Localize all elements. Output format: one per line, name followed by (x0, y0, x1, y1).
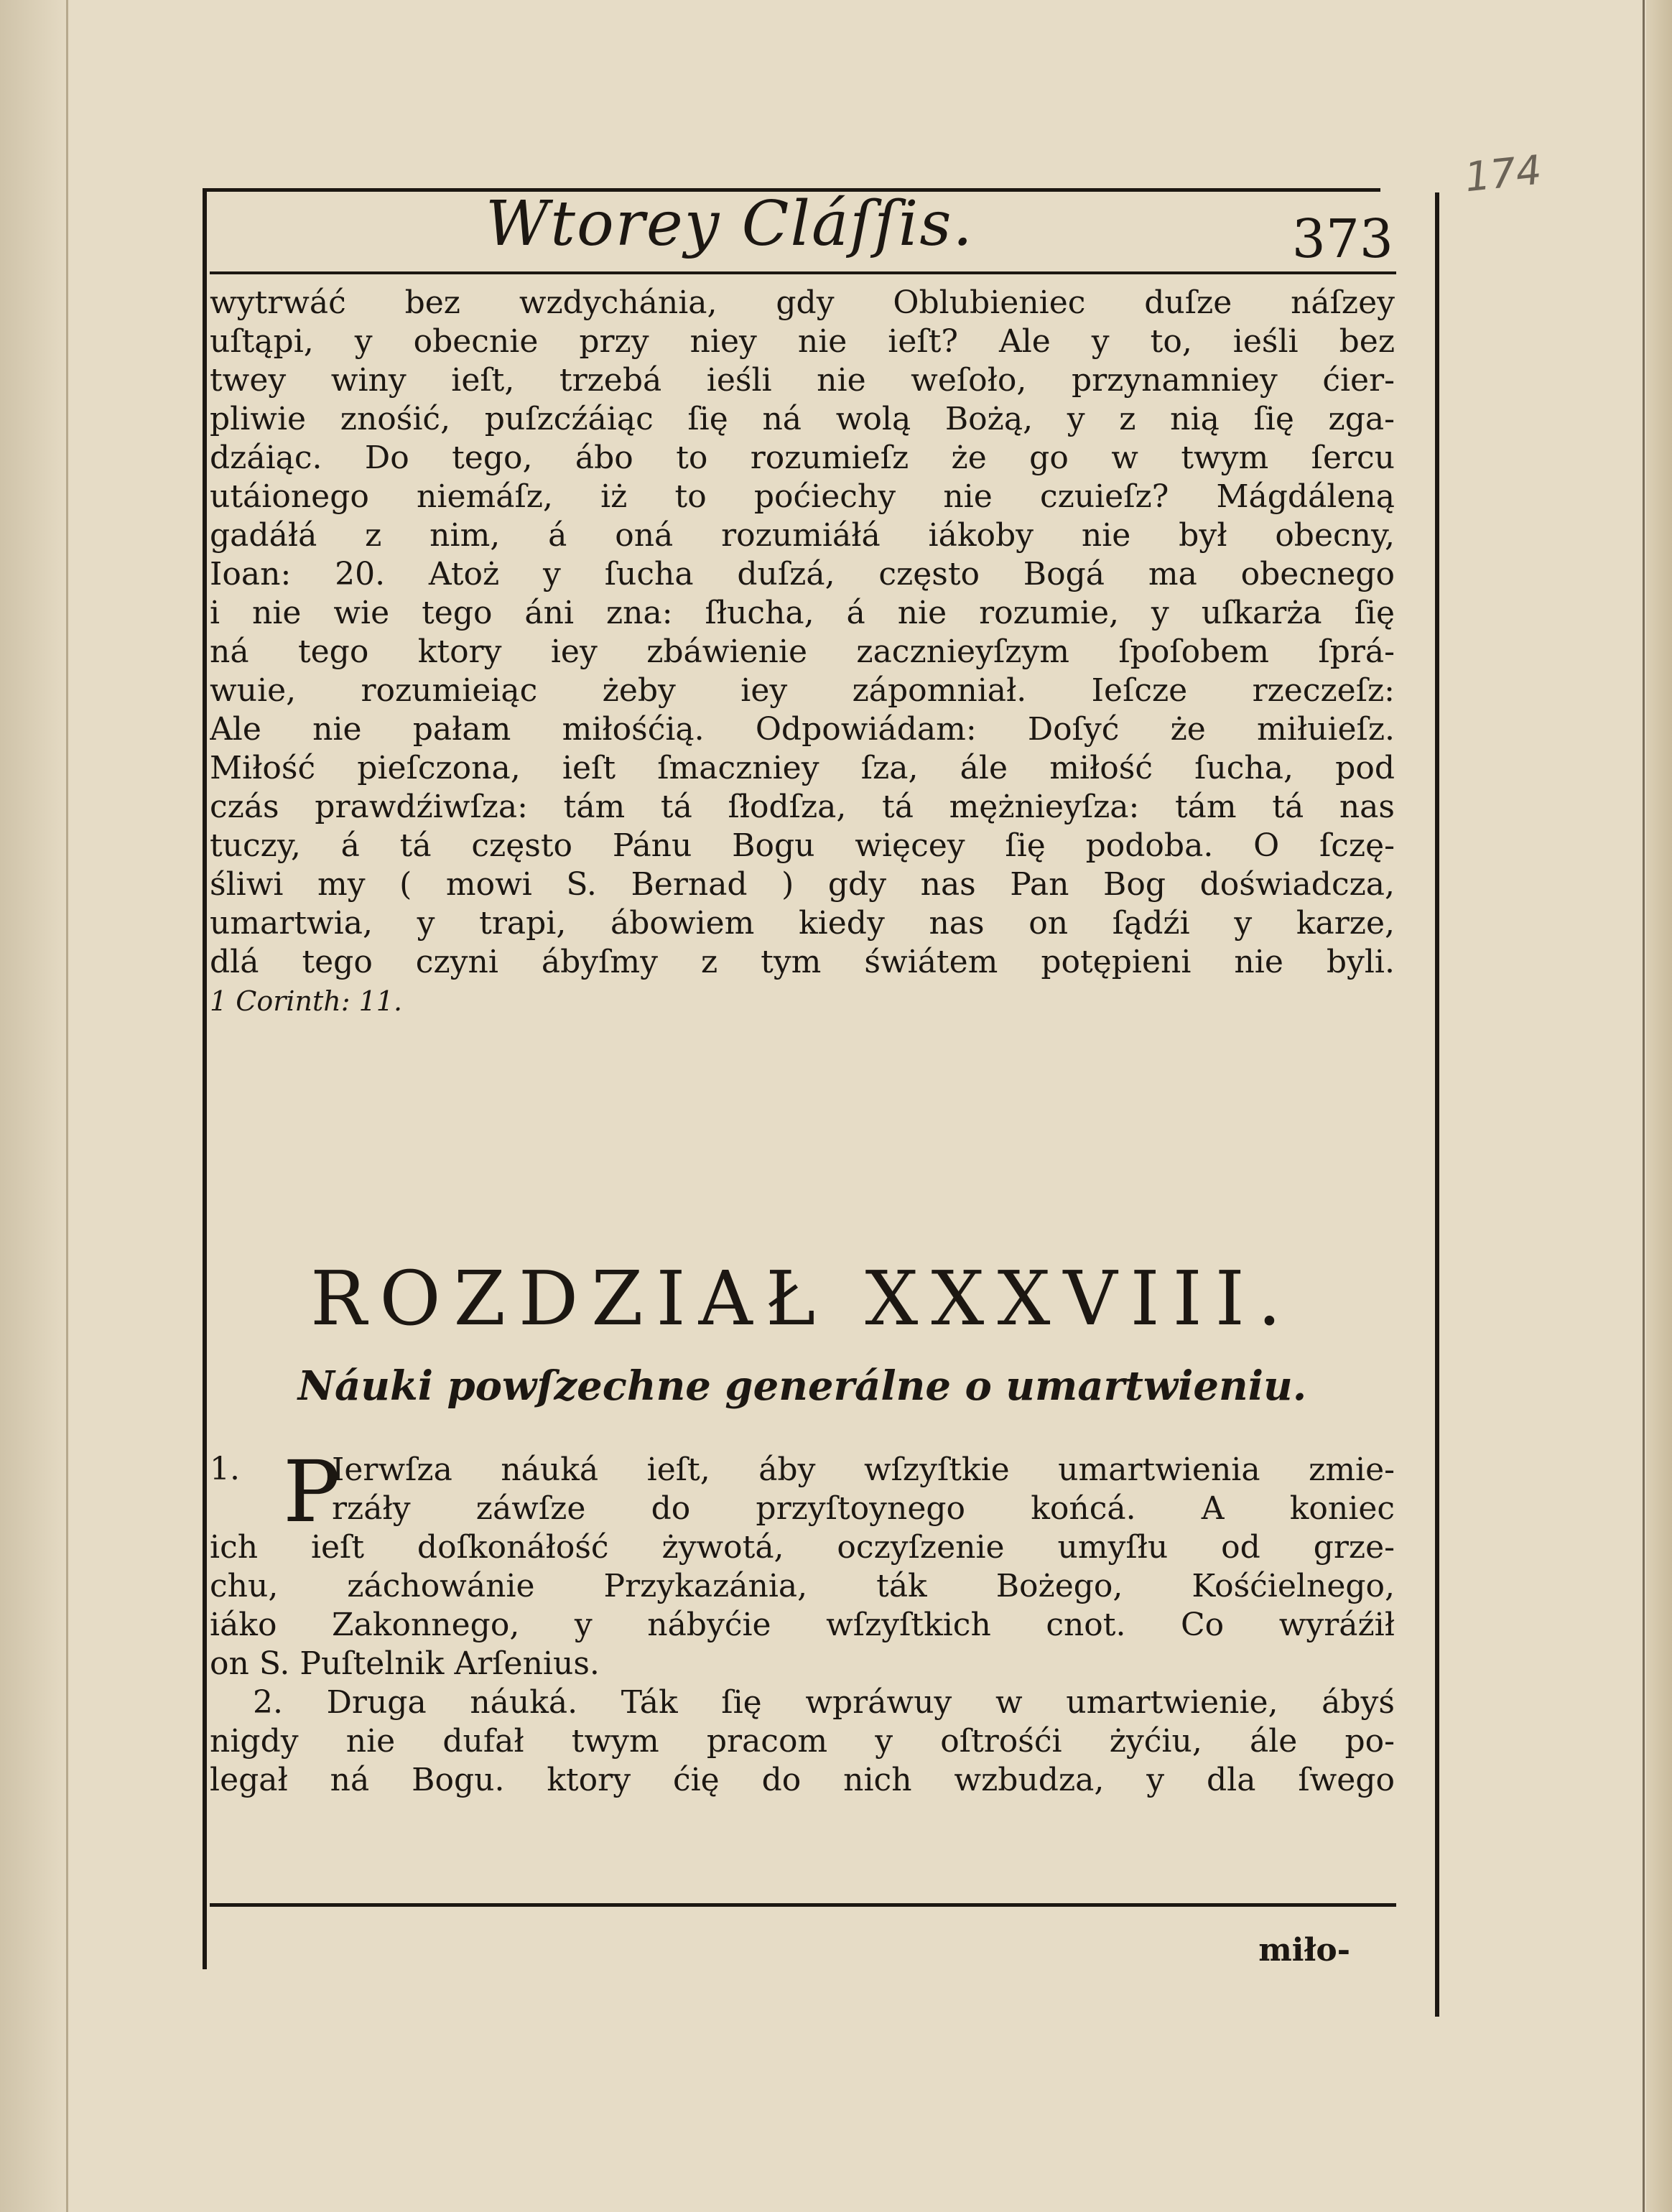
text-line: nigdy nie dufał twym pracom y oſtrośći żyćiu, ále po- (210, 1723, 1395, 1760)
gutter-fold-line (66, 0, 68, 2212)
drop-capital: P (283, 1442, 340, 1541)
text-line: iáko Zakonnego, y nábyćie wſzyſtkich cnot. Co wyráźił (210, 1607, 1395, 1643)
paragraph-1 (210, 1442, 1395, 1683)
page-edge-line (1643, 0, 1645, 2212)
text-line: umartwia, y trapi, ábowiem kiedy nas on ſądźi y karze, (210, 905, 1395, 942)
paragraph-2 (210, 1683, 1395, 1800)
chapter-subtitle: Náuki powſzechne generálne o umartwieniu. (297, 1362, 1307, 1410)
text-line: rzáły záwſze do przyſtoynego końcá. A koniec (332, 1490, 1395, 1527)
body-text-block (210, 284, 1395, 1021)
text-line: ná tego ktory iey zbáwienie zacznieyſzym ſpoſobem ſprá- (210, 633, 1395, 670)
text-line: uſtąpi, y obecnie przy niey nie ieſt? Ale y to, ieśli bez (210, 323, 1395, 360)
text-line: ich ieſt doſkonáłość żywotá, oczyſzenie umyſłu od grze- (210, 1529, 1395, 1566)
text-line: i nie wie tego áni zna: ſłucha, á nie rozumie, y uſkarża ſię (210, 595, 1395, 631)
handwritten-folio-number: 174 (1462, 147, 1544, 202)
paragraph-block (210, 1442, 1395, 1800)
text-line: śliwi my ( mowi S. Bernad ) gdy nas Pan Bog doświadcza, (210, 866, 1395, 903)
text-line: pliwie znośić, puſzcźáiąc ſię ná wolą Bożą, y z nią ſię zga- (210, 401, 1395, 437)
text-line: utáionego niemáſz, iż to poćiechy nie czuieſz? Mágdáleną (210, 478, 1395, 515)
header-rule (210, 271, 1396, 274)
chapter-title: ROZDZIAŁ XXXVIII. (310, 1255, 1294, 1342)
frame-left-rule (203, 188, 207, 1969)
text-line: dzáiąc. Do tego, ábo to rozumieſz że go w twym ſercu (210, 440, 1395, 476)
text-line: on S. Puſtelnik Arſenius. (210, 1645, 600, 1682)
paragraph-number: 1. (210, 1451, 240, 1487)
text-line: gadáłá z nim, á oná rozumiáłá iákoby nie był obecny, (210, 517, 1395, 554)
running-header-title: Wtorey Cláſſis. (486, 188, 974, 260)
text-line: tuczy, á tá często Pánu Bogu więcey ſię podoba. O ſczę- (210, 827, 1395, 864)
text-line: Ioan: 20. Atoż y ſucha duſzá, często Bogá ma obecnego (210, 556, 1395, 592)
page-edge (1646, 0, 1672, 2212)
text-line: legał ná Bogu. ktory ćię do nich wzbudza, y dla ſwego (210, 1762, 1395, 1798)
catchword: miło- (1258, 1932, 1350, 1969)
text-line: chu, záchowánie Przykazánia, ták Bożego, Kośćielnego, (210, 1568, 1395, 1604)
text-line: dlá tego czyni ábyſmy z tym świátem potępieni nie byli. (210, 944, 1395, 980)
scripture-reference: 1 Corinth: 11. (210, 985, 403, 1017)
book-gutter (0, 0, 72, 2212)
text-line: Ierwſza náuká ieſt, áby wſzyſtkie umartwienia zmie- (332, 1451, 1395, 1488)
text-line: Miłość pieſczona, ieſt ſmaczniey ſza, ále miłość ſucha, pod (210, 750, 1395, 786)
frame-right-rule (1435, 192, 1439, 2017)
text-line: 2. Druga náuká. Ták ſię wpráwuy w umartwienie, ábyś (253, 1684, 1395, 1721)
text-line: czás prawdźiwſza: tám tá ſłodſza, tá mężnieyſza: tám tá nas (210, 789, 1395, 825)
frame-bottom-rule (210, 1903, 1396, 1907)
text-line: wytrwáć bez wzdychánia, gdy Oblubieniec duſze náſzey (210, 284, 1395, 321)
text-line: Ale nie pałam miłośćią. Odpowiádam: Doſyć że miłuieſz. (210, 711, 1395, 748)
page-number: 373 (1291, 208, 1393, 270)
text-line: twey winy ieſt, trzebá ieśli nie weſoło, przynamniey ćier- (210, 362, 1395, 399)
text-line: wuie, rozumieiąc żeby iey zápomniał. Ieſcze rzeczeſz: (210, 672, 1395, 709)
